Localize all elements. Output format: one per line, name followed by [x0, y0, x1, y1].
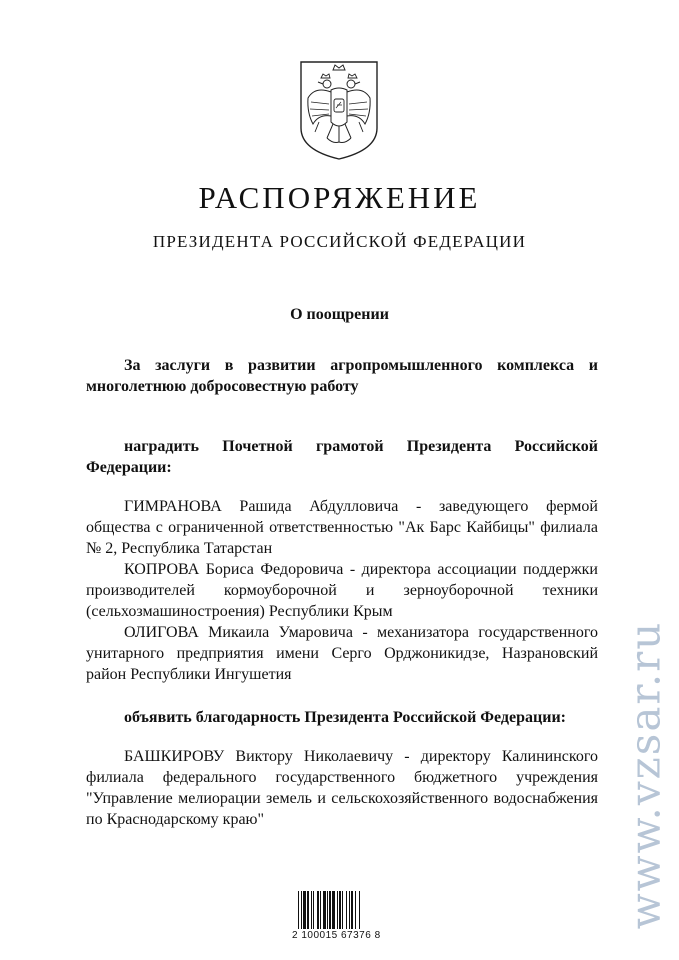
watermark-text: www.vzsar.ru [620, 620, 670, 930]
barcode-bar [346, 891, 347, 929]
barcode-bar [323, 891, 326, 929]
barcode-bar [313, 891, 314, 929]
barcode-bar [298, 891, 299, 929]
barcode-bar [329, 891, 331, 929]
barcode-bar [355, 891, 356, 929]
coat-of-arms-icon [297, 58, 381, 162]
barcode-bar [320, 891, 321, 929]
document-heading: О поощрении [290, 306, 389, 323]
awardee-item: ОЛИГОВА Микаила Умаровича - механизатора государственного унитарного предприятия имени Серго Орджоникидзе, Назрановский район Республики Ингушетия [86, 624, 598, 683]
barcode-icon [296, 885, 384, 930]
barcode-bar [342, 891, 343, 929]
gratitude-list [86, 746, 598, 830]
barcode-bar [349, 891, 350, 929]
barcode-bar [351, 891, 353, 929]
barcode-bar [359, 891, 360, 929]
barcode-bar [332, 891, 335, 929]
awardee-list [86, 496, 598, 685]
barcode-bar [311, 891, 312, 929]
document-subtitle: ПРЕЗИДЕНТА РОССИЙСКОЙ ФЕДЕРАЦИИ [152, 232, 527, 251]
barcode-bar [307, 891, 309, 929]
preamble-paragraph: За заслуги в развитии агропромышленного комплекса и многолетнюю добросовестную работу [86, 357, 598, 395]
barcode-bar [303, 891, 306, 929]
barcode-bar [337, 891, 338, 929]
award-intro-paragraph: наградить Почетной грамотой Президента Российской Федерации: [86, 438, 598, 476]
document-title: РАСПОРЯЖЕНИЕ [198, 180, 481, 215]
gratitude-intro-paragraph: объявить благодарность Президента Российской Федерации: [124, 709, 566, 726]
watermark [616, 605, 674, 945]
barcode-bar [301, 891, 302, 929]
awardee-item: КОПРОВА Бориса Федоровича - директора ассоциации поддержки производителей кормоуборочной и зерноуборочной техники (сельхозмашиностроения) Республики Крым [86, 561, 598, 620]
barcode-bar [327, 891, 328, 929]
gratitude-item: БАШКИРОВУ Виктору Николаевичу - директору Калининского филиала федерального государственного бюджетного учреждения "Управление мелиорации земель и сельскохозяйственного водоснабжения по Краснодарскому краю" [86, 748, 598, 828]
barcode-bar [339, 891, 341, 929]
awardee-item: ГИМРАНОВА Рашида Абдулловича - заведующего фермой общества с ограниченной ответственностью "Ак Барс Кайбицы" филиала № 2, Республика Татарстан [86, 498, 598, 557]
barcode-number: 2 100015 67376 8 [292, 930, 381, 941]
barcode-bar [317, 891, 319, 929]
